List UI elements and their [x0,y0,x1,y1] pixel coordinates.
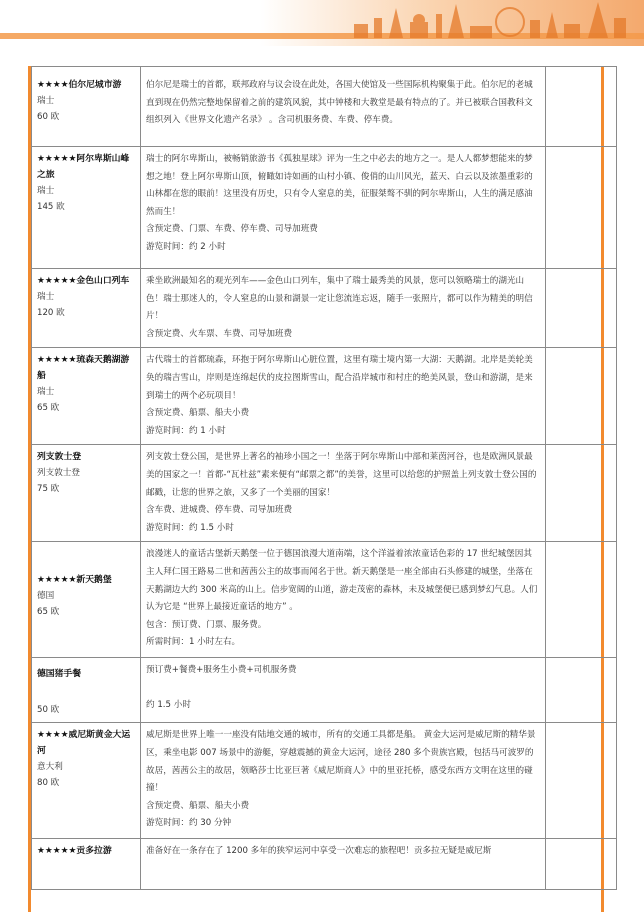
table-row [32,658,617,723]
excursion-description-cell [141,542,546,658]
excursion-name: 列支敦士登 [37,452,81,463]
excursion-description: 伯尔尼是瑞士的首都，联邦政府与议会设在此处，各国大使馆及一些国际机构聚集于此。伯尔尼的老城直到现在仍然完整地保留着之前的建筑风貌，其中钟楼和大教堂是最有特点的了。并已被联合国教科文组织列入《世界文化遗产名录》 。含司机服务费、车费、停车费。 [146,80,533,126]
excursion-name-cell [32,348,141,445]
excursion-name: ★★★★★金色山口列车 [37,276,130,286]
excursion-detail-line: 包含：预订费、门票、服务费。 [146,619,267,630]
excursion-detail-line: 含预定费、门票、车费、停车费、司导加班费 [146,224,318,235]
empty-notes-cell [546,348,617,445]
excursion-description: 古代瑞士的首都琉森，环抱于阿尔卑斯山心脏位置，这里有瑞士境内第一大湖：天鹅湖。北岸是美轮美奂的瑞吉雪山，岸则是连绵起伏的皮拉图斯雪山，配合沿岸城市和村庄的绝美风景，登山和游湖，是来到瑞士的两个必玩项目！ [146,355,533,401]
excursion-detail-line: 约 1.5 小时 [146,699,191,710]
excursion-country: 德国 [37,591,55,602]
excursion-detail-line: 含车费、进城费、停车费、司导加班费 [146,505,293,516]
empty-notes-cell [546,839,617,890]
empty-notes-cell [546,269,617,348]
excursion-country: 瑞士 [37,186,55,196]
excursion-description-cell [141,269,546,348]
excursion-price: 50 欧 [37,705,60,716]
excursion-detail-line [146,680,540,697]
excursion-country: 瑞士 [37,96,55,106]
excursion-description: 列支敦士登公国，是世界上著名的袖珍小国之一！坐落于阿尔卑斯山中部和莱茵河谷，也是欧洲风景最美的国家之一！首都-“瓦杜兹”素来便有“邮票之都”的美誉，这里可以给您的护照盖上列支敦士登公国的邮戳，让您的世界之旅，又多了一个美丽的国家！ [146,452,537,498]
empty-notes-cell [546,542,617,658]
excursion-country: 瑞士 [37,387,55,398]
excursion-name-cell [32,445,141,542]
excursion-name: ★★★★伯尔尼城市游 [37,80,122,90]
excursion-name: ★★★★★新天鹅堡 [37,575,112,586]
excursion-description-cell [141,348,546,445]
excursion-price: 120 欧 [37,308,65,318]
excursion-country: 列支敦士登 [37,468,80,479]
excursion-detail-line: 含预定费、船票、船夫小费 [146,408,250,419]
excursion-price: 65 欧 [37,607,60,618]
empty-notes-cell [546,658,617,723]
table-row [32,147,617,269]
excursion-description: 浪漫迷人的童话古堡新天鹅堡一位于德国浪漫大道南端，这个洋溢着浓浓童话色彩的 17 世纪城堡因其主人拜仁国王路易二世和茜茜公主的故事而闻名于世。新天鹅堡是一座全部由石头修建的城堡，坐落在天鹅湖边大约 300 米高的山上。信步宽阔的山道，游走茂密的森林，未及城堡便已感到梦幻气息。人们认为它是 “世界上最接近童话的地方” 。 [146,549,538,613]
excursion-detail-line: 游览时间：约 30 分钟 [146,818,232,829]
excursion-description: 威尼斯是世界上唯一一座没有陆地交通的城市，所有的交通工具都是船。 黄金大运河是威尼斯的精华景区，乘坐电影 007 场景中的游艇，穿越震撼的黄金大运河，途径 280 多个贵族宫殿，包括马可波罗的故居，茜茜公主的故居，领略莎士比亚巨著《威尼斯商人》中的里亚托桥，感受东西方文明在这里的碰撞！ [146,730,536,794]
excursion-description-cell [141,658,546,723]
excursion-price: 145 欧 [37,202,65,212]
excursion-name-cell [32,67,141,147]
city-skyline-icon [344,0,644,46]
excursion-description: 瑞士的阿尔卑斯山，被畅销旅游书《孤独星球》评为一生之中必去的地方之一。是人人都梦想能来的梦想之地！登上阿尔卑斯山顶，俯瞰如诗如画的山村小镇、俊俏的山川风光，蓝天、白云以及浓墨重彩的山林都在您的眼前！这里没有历史，只有令人窒息的美，征服桀骜不驯的阿尔卑斯山，人生的满足感油然而生！ [146,154,533,217]
excursion-name-cell [32,658,141,723]
excursion-detail-line: 含预定费、船票、船夫小费 [146,800,250,811]
excursion-name: ★★★★★贡多拉游 [37,846,112,857]
table-row [32,269,617,348]
excursion-name: 德国猪手餐 [37,669,81,680]
excursion-price: 60 欧 [37,112,60,122]
table-row [32,445,617,542]
excursion-price: 65 欧 [37,403,60,414]
excursion-detail-line: 游览时间：约 2 小时 [146,241,226,252]
excursion-description: 乘坐欧洲最知名的观光列车——金色山口列车，集中了瑞士最秀美的风景，您可以领略瑞士的湖光山色！瑞士那迷人的，令人窒息的山景和湖景一定让您流连忘返，随手一张照片，都可以作为精美的明信片！ [146,276,533,322]
excursion-price: 80 欧 [37,778,60,789]
excursion-detail-line: 游览时间：约 1 小时 [146,425,226,436]
header-decoration [0,0,644,46]
empty-notes-cell [546,445,617,542]
excursion-price: 75 欧 [37,484,60,495]
excursion-name: ★★★★★阿尔卑斯山峰之旅 [37,154,130,180]
excursion-name-cell [32,839,141,890]
excursion-table-body [32,67,617,890]
empty-notes-cell [546,67,617,147]
excursion-detail-line: 游览时间：约 1.5 小时 [146,522,234,533]
empty-notes-cell [546,147,617,269]
excursion-country [37,682,135,698]
excursion-country: 瑞士 [37,292,55,302]
table-row [32,67,617,147]
table-row [32,723,617,839]
excursion-detail-line: 含预定费、火车票、车费、司导加班费 [146,328,293,339]
excursion-name-cell [32,542,141,658]
table-row [32,839,617,890]
excursion-description-cell [141,147,546,269]
excursion-table [31,66,617,890]
excursion-name-cell [32,269,141,348]
empty-notes-cell [546,723,617,839]
excursion-description-cell [141,445,546,542]
excursion-name-cell [32,723,141,839]
excursion-country: 意大利 [37,762,63,773]
excursion-description-cell [141,67,546,147]
excursion-description: 准备好在一条存在了 1200 多年的狭窄运河中享受一次难忘的旅程吧！贡多拉无疑是威尼斯 [146,846,492,857]
table-row [32,542,617,658]
excursion-name: ★★★★威尼斯黄金大运河 [37,730,131,757]
excursion-detail-line: 所需时间：1 小时左右。 [146,637,241,648]
excursion-description-cell [141,839,546,890]
excursion-description-cell [141,723,546,839]
excursion-name-cell [32,147,141,269]
excursion-description: 预订费+餐费+服务生小费+司机服务费 [146,665,297,676]
excursion-name: ★★★★★琉森天鹅湖游船 [37,355,130,382]
table-row [32,348,617,445]
